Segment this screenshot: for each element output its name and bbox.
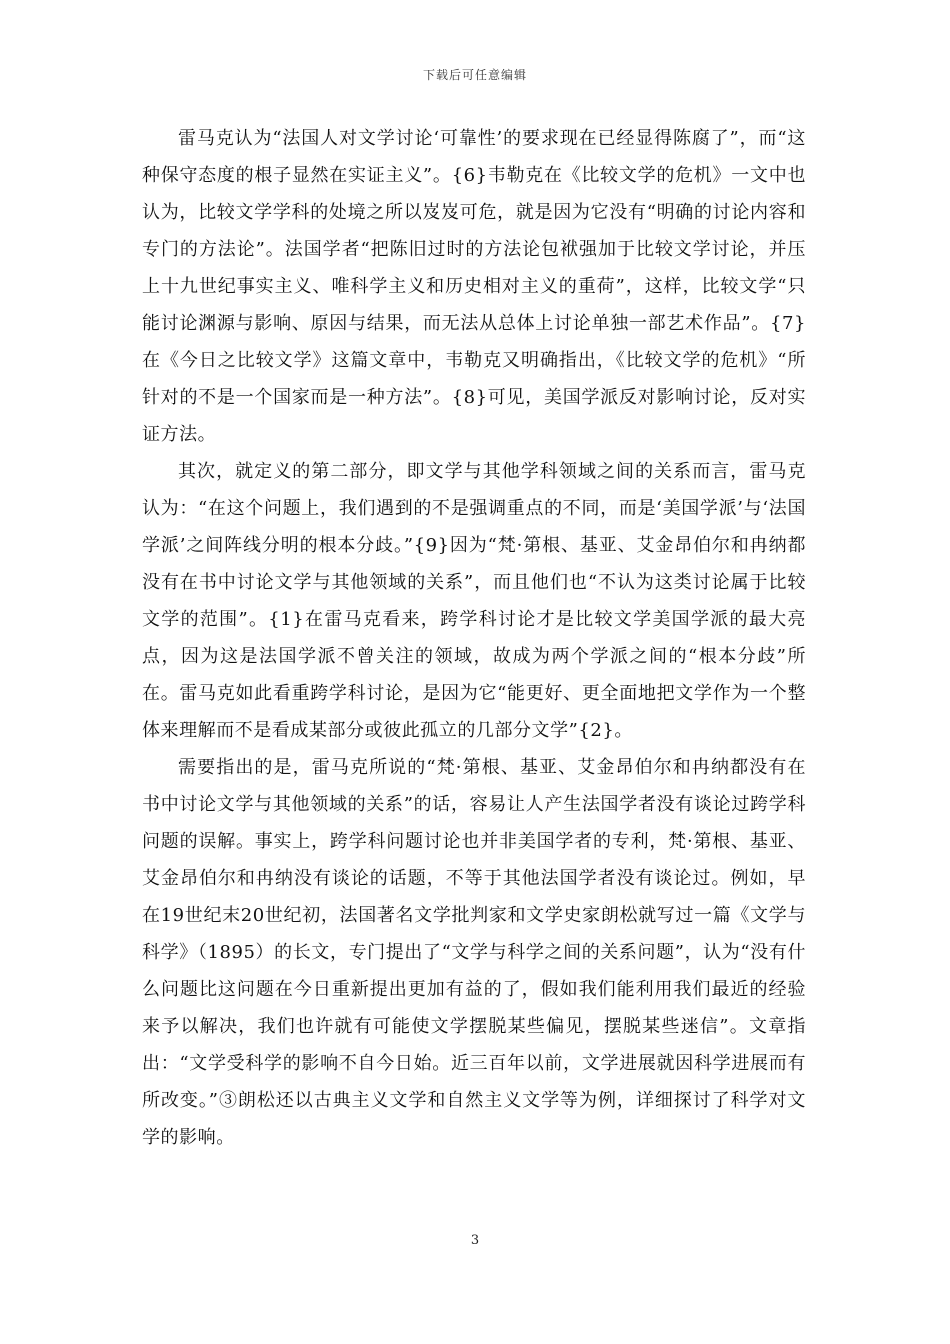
paragraph-2: 其次，就定义的第二部分，即文学与其他学科领域之间的关系而言，雷马克认为：“在这个问题上，我们遇到的不是强调重点的不同，而是‘美国学派’与‘法国学派’之间阵线分明的根本分歧。”{9}因为“梵·第根、基亚、艾金昂伯尔和冉纳都没有在书中讨论文学与其他领域的关系”，而且他们也“不认为这类讨论属于比较文学的范围”。{1}在雷马克看来，跨学科讨论才是比较文学美国学派的最大亮点，因为这是法国学派不曾关注的领域，故成为两个学派之间的“根本分歧”所在。雷马克如此看重跨学科讨论，是因为它“能更好、更全面地把文学作为一个整体来理解而不是看成某部分或彼此孤立的几部分文学”{2}。 <box>142 461 806 741</box>
document-body <box>142 120 806 1156</box>
page-header: 下载后可任意编辑 <box>422 68 527 82</box>
paragraph-3: 需要指出的是，雷马克所说的“梵·第根、基亚、艾金昂伯尔和冉纳都没有在书中讨论文学与其他领域的关系”的话，容易让人产生法国学者没有谈论过跨学科问题的误解。事实上，跨学科问题讨论也并非美国学者的专利，梵·第根、基亚、艾金昂伯尔和冉纳没有谈论的话题，不等于其他法国学者没有谈论过。例如，早在19世纪末20世纪初，法国著名文学批判家和文学史家朗松就写过一篇《文学与科学》（1895）的长文，专门提出了“文学与科学之间的关系问题”，认为“没有什么问题比这问题在今日重新提出更加有益的了，假如我们能利用我们最近的经验来予以解决，我们也许就有可能使文学摆脱某些偏见，摆脱某些迷信”。文章指出：“文学受科学的影响不自今日始。近三百年以前，文学进展就因科学进展而有所改变。”③朗松还以古典主义文学和自然主义文学等为例，详细探讨了科学对文学的影响。 <box>142 757 806 1148</box>
paragraph-1: 雷马克认为“法国人对文学讨论‘可靠性’的要求现在已经显得陈腐了”，而“这种保守态度的根子显然在实证主义”。{6}韦勒克在《比较文学的危机》一文中也认为，比较文学学科的处境之所以岌岌可危，就是因为它没有“明确的讨论内容和专门的方法论”。法国学者“把陈旧过时的方法论包袱强加于比较文学讨论，并压上十九世纪事实主义、唯科学主义和历史相对主义的重荷”，这样，比较文学“只能讨论渊源与影响、原因与结果，而无法从总体上讨论单独一部艺术作品”。{7}在《今日之比较文学》这篇文章中，韦勒克又明确指出，《比较文学的危机》“所针对的不是一个国家而是一种方法”。{8}可见，美国学派反对影响讨论，反对实证方法。 <box>142 128 806 445</box>
page-number: 3 <box>470 1233 480 1248</box>
